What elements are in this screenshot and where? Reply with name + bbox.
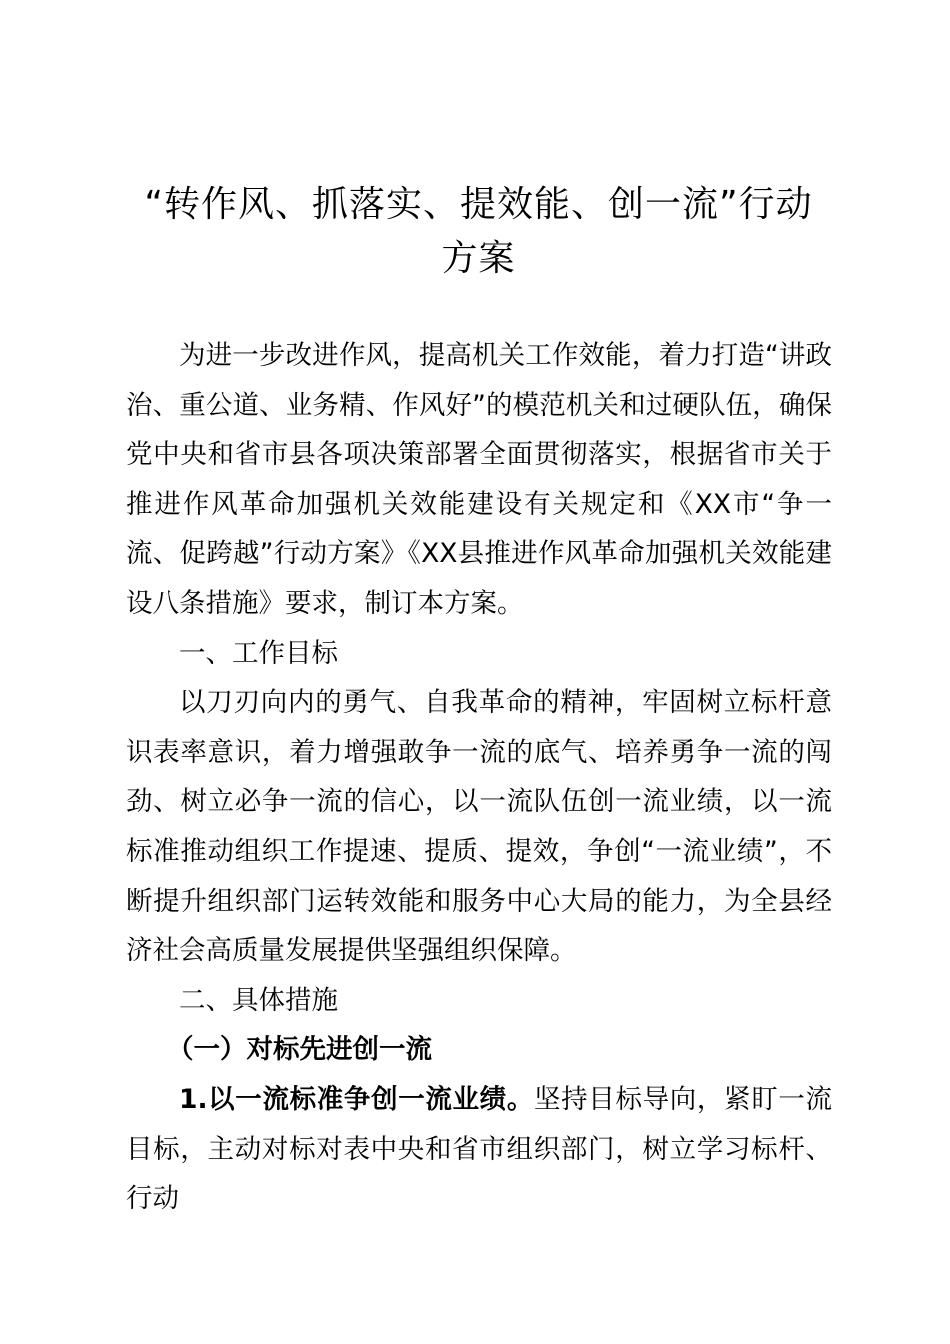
goals-paragraph: 以刀刃向内的勇气、自我革命的精神，牢固树立标杆意识表率意识，着力增强敢争一流的底气、培养勇争一流的闯劲、树立必争一流的信心，以一流队伍创一流业绩，以一流标准推动组织工作提速、提质、提效，争创“一流业绩”，不断提升组织部门运转效能和服务中心大局的能力，为全县经济社会高质量发展提供坚强组织保障。 <box>126 687 832 967</box>
item-body: 坚持目标导向，紧盯一流目标，主动对标对表中央和省市组织部门，树立学习标杆、行动 <box>126 1083 832 1215</box>
document-title: “转作风、抓落实、提效能、创一流”行动方案 <box>144 184 813 279</box>
item-paragraph <box>126 1075 832 1224</box>
item-lead: 1.以一流标准争创一流业绩。 <box>179 1083 534 1115</box>
intro-paragraph: 为进一步改进作风，提高机关工作效能，着力打造“讲政治、重公道、业务精、作风好”的模范机关和过硬队伍，确保党中央和省市县各项决策部署全面贯彻落实，根据省市关于推进作风革命加强机关效能建设有关规定和《XX市“争一流、促跨越”行动方案》《XX县推进作风革命加强机关效能建设八条措施》要求，制订本方案。 <box>126 340 832 619</box>
section-heading-goals: 一、工作目标 <box>179 637 338 669</box>
section-heading-measures: 二、具体措施 <box>179 984 338 1016</box>
subsection-heading-benchmark: （一）对标先进创一流 <box>167 1034 432 1066</box>
document-body <box>126 331 832 1224</box>
